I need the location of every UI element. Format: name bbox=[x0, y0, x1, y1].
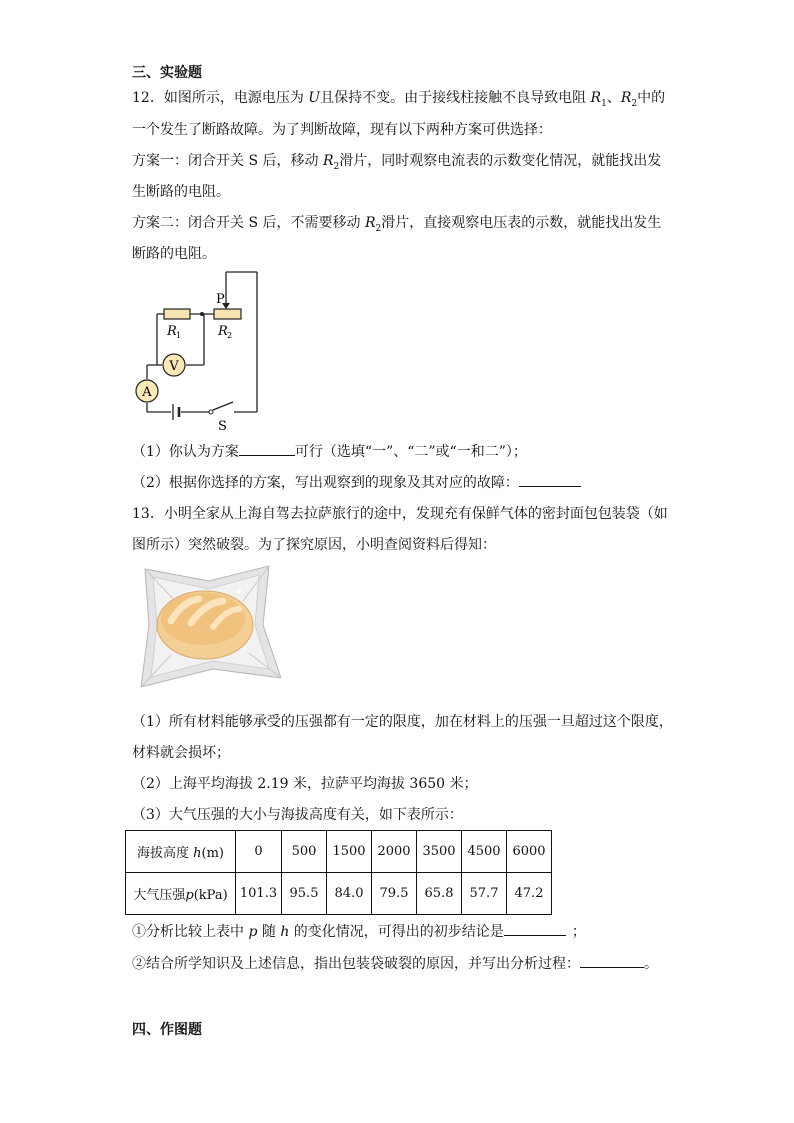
answer-blank[interactable] bbox=[239, 441, 295, 456]
var-R: R bbox=[590, 90, 602, 106]
table-header-cell: 海拔高度 h(m) bbox=[126, 831, 236, 873]
answer-blank[interactable] bbox=[504, 921, 566, 936]
table-cell: 95.5 bbox=[282, 873, 327, 915]
q12-plan1-cont: 生断路的电阻。 bbox=[132, 184, 230, 200]
table-cell: 47.2 bbox=[507, 873, 552, 915]
table-cell: 6000 bbox=[507, 831, 552, 873]
r1-label: R bbox=[167, 324, 177, 339]
q13-info-1-cont: 材料就会损坏； bbox=[132, 745, 230, 761]
q12-text: 且保持不变。由于接线柱接触不良导致电阻 bbox=[320, 90, 591, 106]
subscript: 2 bbox=[631, 98, 638, 109]
ammeter-label: A bbox=[142, 385, 152, 400]
resistor-r2 bbox=[214, 309, 241, 319]
q13-line-2: 图所示）突然破裂。为了探究原因，小明查阅资料后得知： bbox=[132, 537, 496, 553]
resistor-r1 bbox=[164, 309, 190, 319]
q12-sub-2 bbox=[132, 472, 581, 493]
var-R: R bbox=[364, 215, 376, 231]
r2-label: R bbox=[218, 324, 228, 339]
answer-blank[interactable] bbox=[580, 953, 644, 968]
switch-blade bbox=[213, 402, 233, 410]
ask2-text: 。 bbox=[644, 956, 658, 972]
sub1-text: （1）你认为方案 bbox=[132, 444, 239, 460]
q13-ask-2 bbox=[132, 953, 658, 974]
table-cell: 79.5 bbox=[372, 873, 417, 915]
table-cell: 500 bbox=[282, 831, 327, 873]
table-cell: 65.8 bbox=[417, 873, 462, 915]
ask1-text: ； bbox=[571, 924, 586, 940]
plan1-text: 滑片，同时观察电流表的示数变化情况，就能找出发 bbox=[339, 153, 662, 169]
q12-line-2: 一个发生了断路故障。为了判断故障，现有以下两种方案可供选择： bbox=[132, 122, 552, 138]
q12-text: 中的 bbox=[637, 90, 666, 106]
q12-plan1 bbox=[132, 151, 661, 177]
altitude-pressure-table bbox=[125, 830, 552, 915]
plan1-text: 方案一：闭合开关 S 后，移动 bbox=[132, 153, 323, 169]
q13-line-1: 13．小明全家从上海自驾去拉萨旅行的途中，发现充有保鲜气体的密封面包包装袋（如 bbox=[132, 506, 668, 522]
table-row bbox=[126, 873, 552, 915]
slider-label: P bbox=[216, 292, 225, 307]
q12-text: 、 bbox=[606, 90, 621, 106]
table-cell: 57.7 bbox=[462, 873, 507, 915]
junction-dot bbox=[200, 312, 204, 316]
q12-plan2 bbox=[132, 213, 661, 239]
var-R: R bbox=[620, 90, 632, 106]
ask2-text: ②结合所学知识及上述信息，指出包装袋破裂的原因，并写出分析过程： bbox=[132, 956, 580, 972]
q13-info-1: （1）所有材料能够承受的压强都有一定的限度，加在材料上的压强一旦超过这个限度， bbox=[132, 714, 673, 730]
q13-info-2: （2）上海平均海拔 2.19 米，拉萨平均海拔 3650 米； bbox=[132, 776, 478, 792]
plan2-text: 滑片，直接观察电压表的示数，就能找出发生 bbox=[381, 215, 662, 231]
section-4-title: 四、作图题 bbox=[132, 1022, 202, 1038]
q12-plan2-cont: 断路的电阻。 bbox=[132, 246, 216, 262]
plan2-text: 方案二：闭合开关 S 后，不需要移动 bbox=[132, 215, 365, 231]
section-3-title: 三、实验题 bbox=[132, 65, 202, 81]
sparkle-icon bbox=[237, 589, 241, 593]
q12-text: 12．如图所示，电源电压为 bbox=[132, 90, 309, 106]
subscript: 1 bbox=[601, 98, 607, 109]
ask1-text: ①分析比较上表中 bbox=[132, 924, 249, 940]
q13-info-3: （3）大气压强的大小与海拔高度有关，如下表所示： bbox=[132, 807, 463, 823]
switch-contact bbox=[209, 410, 213, 414]
switch-label: S bbox=[218, 419, 227, 434]
table-cell: 84.0 bbox=[327, 873, 372, 915]
var-h: h bbox=[280, 924, 290, 940]
var-U: U bbox=[308, 90, 321, 106]
sub2-text: （2）根据你选择的方案，写出观察到的现象及其对应的故障： bbox=[132, 475, 519, 491]
table-cell: 2000 bbox=[372, 831, 417, 873]
var-R: R bbox=[322, 153, 334, 169]
sub1-text: 可行（选填“一”、“二”或“一和二”）； bbox=[294, 444, 527, 460]
bread-bag-illustration bbox=[131, 563, 281, 688]
circuit-diagram bbox=[120, 265, 280, 435]
subscript: 2 bbox=[375, 223, 382, 234]
table-header-cell: 大气压强p(kPa) bbox=[126, 873, 236, 915]
table-row bbox=[126, 831, 552, 873]
r1-sub: 1 bbox=[176, 331, 182, 340]
voltmeter-label: V bbox=[169, 359, 179, 374]
table-cell: 101.3 bbox=[236, 873, 282, 915]
q12-line-1 bbox=[132, 88, 665, 114]
r2-sub: 2 bbox=[227, 331, 233, 340]
table-cell: 1500 bbox=[327, 831, 372, 873]
q13-ask-1 bbox=[132, 921, 586, 942]
table-cell: 0 bbox=[236, 831, 282, 873]
q12-sub-1 bbox=[132, 441, 527, 462]
subscript: 2 bbox=[333, 161, 340, 172]
table-cell: 4500 bbox=[462, 831, 507, 873]
answer-blank[interactable] bbox=[519, 472, 581, 487]
ask1-text: 的变化情况，可得出的初步结论是 bbox=[289, 924, 504, 940]
ask1-text: 随 bbox=[257, 924, 281, 940]
var-p: p bbox=[248, 924, 258, 940]
table-cell: 3500 bbox=[417, 831, 462, 873]
